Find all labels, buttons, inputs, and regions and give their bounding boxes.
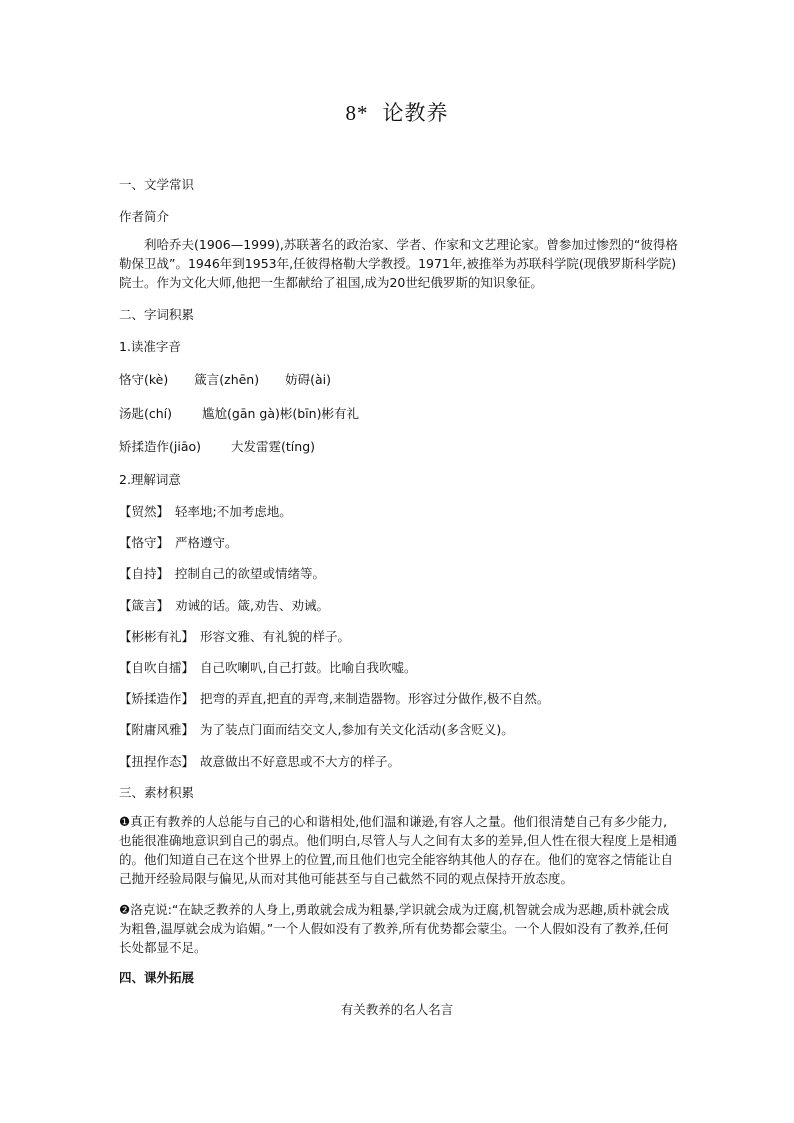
pron-item: 恪守(kè) xyxy=(119,372,169,387)
definition-term: 【附庸风雅】 xyxy=(119,722,195,737)
pronunciation-row-3 xyxy=(119,437,315,455)
section4-heading: 四、课外拓展 xyxy=(119,970,195,985)
definition-text: 形容文雅、有礼貌的样子。 xyxy=(200,629,351,644)
material-text: ❷洛克说:“在缺乏教养的人身上,勇敢就会成为粗暴,学识就会成为迂腐,机智就会成为恶趣,质朴就会成为粗鲁,温厚就会成为谄媚。”一个人假如没有了教养,所有优势都会蒙尘。一个人假如没有了教养,任何长处都显不足。 xyxy=(119,902,670,955)
material-item-1 xyxy=(119,812,679,888)
definition-text: 严格遵守。 xyxy=(175,535,238,550)
quotes-subtitle: 有关教养的名人名言 xyxy=(340,1002,454,1017)
pronunciation-row-1 xyxy=(119,370,331,388)
definitions-heading: 2.理解词意 xyxy=(119,472,181,487)
definition-item xyxy=(119,689,549,707)
definition-item xyxy=(119,658,417,676)
definition-item xyxy=(119,502,292,520)
definition-item xyxy=(119,627,350,645)
definition-text: 为了装点门面而结交文人,参加有关文化活动(多含贬义)。 xyxy=(200,722,514,737)
definition-term: 【恪守】 xyxy=(119,535,170,550)
definition-text: 控制自己的欲望或情绪等。 xyxy=(175,566,326,581)
definition-item xyxy=(119,752,400,770)
material-item-2 xyxy=(119,900,679,957)
material-text: ❶真正有教养的人总能与自己的心和谐相处,他们温和谦逊,有容人之量。他们很清楚自己有多少能力,也能很准确地意识到自己的弱点。他们明白,尽管人与人之间有太多的差异,但人性在很大程度上是相通的。他们知道自己在这个世界上的位置,而且他们也完全能容纳其他人的存在。他们的宽容之情能让自己抛开经验局限与偏见,从而对其他可能甚至与自己截然不同的观点保持开放态度。 xyxy=(119,814,677,886)
pron-item: 大发雷霆(tíng) xyxy=(231,439,316,454)
definition-text: 劝诫的话。箴,劝告、劝诫。 xyxy=(175,598,329,613)
pron-item: 汤匙(chí) xyxy=(119,406,173,421)
definition-text: 自己吹喇叭,自己打鼓。比喻自我吹嘘。 xyxy=(200,660,417,675)
definition-term: 【自吹自擂】 xyxy=(119,660,195,675)
definition-item xyxy=(119,533,238,551)
definition-text: 轻率地;不加考虑地。 xyxy=(175,504,292,519)
section3-heading: 三、素材积累 xyxy=(119,785,195,800)
author-bio-text: 利哈乔夫(1906—1999),苏联著名的政治家、学者、作家和文艺理论家。曾参加过惨烈的“彼得格勒保卫战”。1946年到1953年,任彼得格勒大学教授。1971年,被推举为苏联科学院(现俄罗斯科学院)院士。作为文化大师,他把一生都献给了祖国,成为20世纪俄罗斯的知识象征。 xyxy=(119,237,678,290)
pron-item: 尴尬(gān gà) xyxy=(202,406,280,421)
lesson-number: 8* xyxy=(345,101,369,125)
lesson-title: 论教养 xyxy=(382,101,449,125)
definition-term: 【自持】 xyxy=(119,566,170,581)
definition-term: 【箴言】 xyxy=(119,598,170,613)
section1-heading: 一、文学常识 xyxy=(119,177,195,192)
author-bio xyxy=(119,235,679,292)
definition-text: 故意做出不好意思或不大方的样子。 xyxy=(200,754,401,769)
pron-item: 妨碍(ài) xyxy=(285,372,331,387)
pron-item: 矫揉造作(jiāo) xyxy=(119,439,202,454)
pronunciation-heading: 1.读准字音 xyxy=(119,339,181,354)
definition-term: 【扭捏作态】 xyxy=(119,754,195,769)
definition-item xyxy=(119,596,329,614)
page-title xyxy=(0,97,794,127)
pron-item: 箴言(zhēn) xyxy=(194,372,260,387)
definition-text: 把弯的弄直,把直的弄弯,来制造器物。形容过分做作,极不自然。 xyxy=(200,691,550,706)
definition-item xyxy=(119,564,325,582)
definition-term: 【彬彬有礼】 xyxy=(119,629,195,644)
definition-term: 【矫揉造作】 xyxy=(119,691,195,706)
author-intro-heading: 作者简介 xyxy=(119,209,170,224)
definition-term: 【贸然】 xyxy=(119,504,170,519)
pronunciation-row-2 xyxy=(119,404,359,422)
definition-item xyxy=(119,720,514,738)
pron-item: 彬(bīn)彬有礼 xyxy=(279,406,359,421)
section2-heading: 二、字词积累 xyxy=(119,307,195,322)
